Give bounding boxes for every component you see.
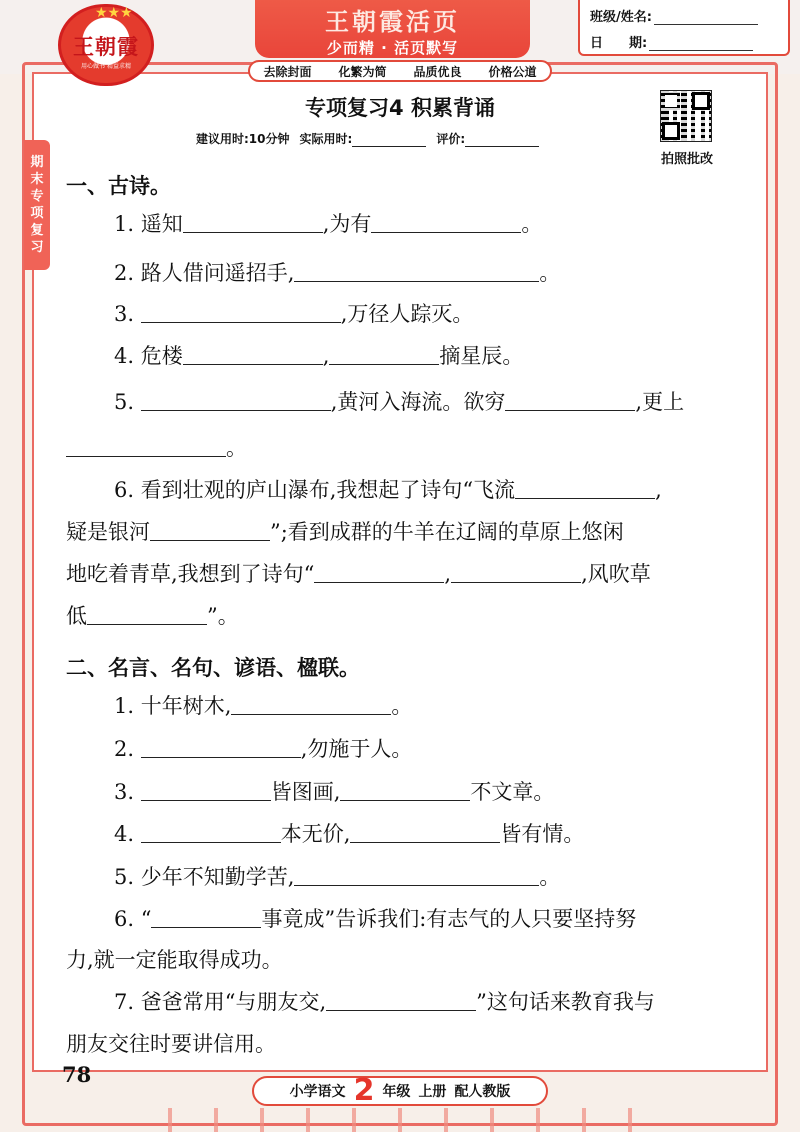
question-2-6-line1: 6. “ 事竟成”告诉我们:有志气的人只要坚持努 — [114, 907, 637, 931]
section-heading-sayings: 二、名言、名句、谚语、楹联。 — [66, 656, 360, 680]
question-2-4: 4. 本无价, 皆有情。 — [114, 822, 585, 846]
question-2-6-line2: 力,就一定能取得成功。 — [66, 948, 283, 972]
binding-stripes — [150, 1108, 650, 1132]
answer-blank[interactable] — [141, 390, 331, 411]
slogan-item: 去除封面 — [263, 64, 312, 79]
side-tab-char: 项 — [30, 206, 44, 221]
question-2-3: 3. 皆图画, 不文章。 — [114, 780, 555, 804]
question-1-6-line3: 地吃着青草,我想到了诗句“ , ,风吹草 — [66, 562, 651, 586]
answer-blank[interactable] — [87, 604, 207, 625]
suggested-time: 建议用时:10分钟 — [196, 132, 290, 146]
answer-blank[interactable] — [350, 822, 500, 843]
footer-term: 上册 — [418, 1084, 447, 1100]
answer-blank[interactable] — [231, 694, 391, 715]
student-name-label: 班级/姓名: — [590, 10, 652, 25]
qr-caption: 拍照批改 — [660, 152, 713, 167]
date-field[interactable] — [649, 38, 753, 51]
answer-blank[interactable] — [183, 212, 323, 233]
question-1-6-line4: 低 ”。 — [66, 604, 239, 628]
answer-blank[interactable] — [314, 562, 444, 583]
question-1-2: 2. 路人借问遥招手, 。 — [114, 261, 561, 285]
answer-blank[interactable] — [294, 261, 539, 282]
crown-icon: ★★★ — [95, 5, 133, 21]
answer-blank[interactable] — [141, 822, 281, 843]
rating-label: 评价: — [436, 132, 466, 146]
question-2-7-line2: 朋友交往时要讲信用。 — [66, 1032, 276, 1056]
answer-blank[interactable] — [66, 436, 226, 457]
actual-time-label: 实际用时: — [299, 132, 353, 146]
answer-blank[interactable] — [150, 520, 270, 541]
student-info-box — [578, 0, 790, 56]
answer-blank[interactable] — [141, 737, 301, 758]
side-tab-final-review — [24, 140, 50, 270]
time-meta-row — [196, 130, 539, 147]
question-1-1: 1. 遥知 ,为有 。 — [114, 212, 543, 236]
side-tab-char: 复 — [30, 223, 44, 238]
footer-grade-label: 年级 — [382, 1084, 411, 1100]
side-tab-char: 专 — [30, 189, 44, 204]
question-2-1: 1. 十年树木, 。 — [114, 694, 413, 718]
slogan-bar — [248, 60, 552, 82]
slogan-item: 化繁为简 — [338, 64, 387, 79]
brand-title: 王朝霞活页 — [325, 7, 460, 36]
section-heading-poems: 一、古诗。 — [66, 174, 171, 198]
answer-blank[interactable] — [329, 344, 439, 365]
qr-code-icon[interactable] — [660, 90, 712, 142]
page-number: 78 — [62, 1062, 92, 1087]
answer-blank[interactable] — [141, 780, 271, 801]
footer-subject: 小学语文 — [289, 1084, 346, 1100]
question-1-5-cont: 。 — [66, 436, 247, 460]
logo-text: 王朝霞 — [73, 34, 139, 59]
question-1-6-line2: 疑是银河 ”;看到成群的牛羊在辽阔的草原上悠闲 — [66, 520, 624, 544]
student-name-row — [590, 6, 758, 25]
side-tab-char: 习 — [30, 240, 44, 255]
actual-time-field[interactable] — [352, 136, 426, 147]
answer-blank[interactable] — [515, 478, 655, 499]
slogan-item: 价格公道 — [488, 64, 537, 79]
footer-edition: 配人教版 — [454, 1084, 511, 1100]
question-1-6-line1: 6. 看到壮观的庐山瀑布,我想起了诗句“飞流 , — [114, 478, 662, 502]
answer-blank[interactable] — [326, 990, 476, 1011]
page-title: 专项复习4 积累背诵 — [305, 96, 495, 120]
logo-subtext: 用心做书 精益求精 — [81, 63, 131, 70]
student-name-field[interactable] — [654, 12, 758, 25]
answer-blank[interactable] — [294, 865, 539, 886]
question-2-5: 5. 少年不知勤学苦, 。 — [114, 865, 561, 889]
answer-blank[interactable] — [451, 562, 581, 583]
question-1-3: 3. ,万径人踪灭。 — [114, 302, 474, 326]
answer-blank[interactable] — [141, 302, 341, 323]
answer-blank[interactable] — [371, 212, 521, 233]
date-label: 日 期: — [590, 36, 648, 51]
slogan-item: 品质优良 — [413, 64, 462, 79]
rating-field[interactable] — [465, 136, 539, 147]
side-tab-char: 末 — [30, 172, 44, 187]
question-2-7-line1: 7. 爸爸常用“与朋友交, ”这句话来教育我与 — [114, 990, 655, 1014]
answer-blank[interactable] — [505, 390, 635, 411]
brand-logo — [58, 4, 154, 86]
footer-book-info — [252, 1073, 548, 1108]
question-1-4: 4. 危楼 , 摘星辰。 — [114, 344, 524, 368]
answer-blank[interactable] — [340, 780, 470, 801]
side-tab-char: 期 — [30, 155, 44, 170]
question-2-2: 2. ,勿施于人。 — [114, 737, 413, 761]
answer-blank[interactable] — [183, 344, 323, 365]
answer-blank[interactable] — [151, 907, 261, 928]
brand-subtitle: 少而精 · 活页默写 — [326, 39, 459, 57]
footer-grade-number: 2 — [353, 1073, 375, 1108]
date-row — [590, 32, 753, 51]
brand-banner — [255, 0, 530, 58]
question-1-5: 5. ,黄河入海流。欲穷 ,更上 — [114, 390, 685, 414]
